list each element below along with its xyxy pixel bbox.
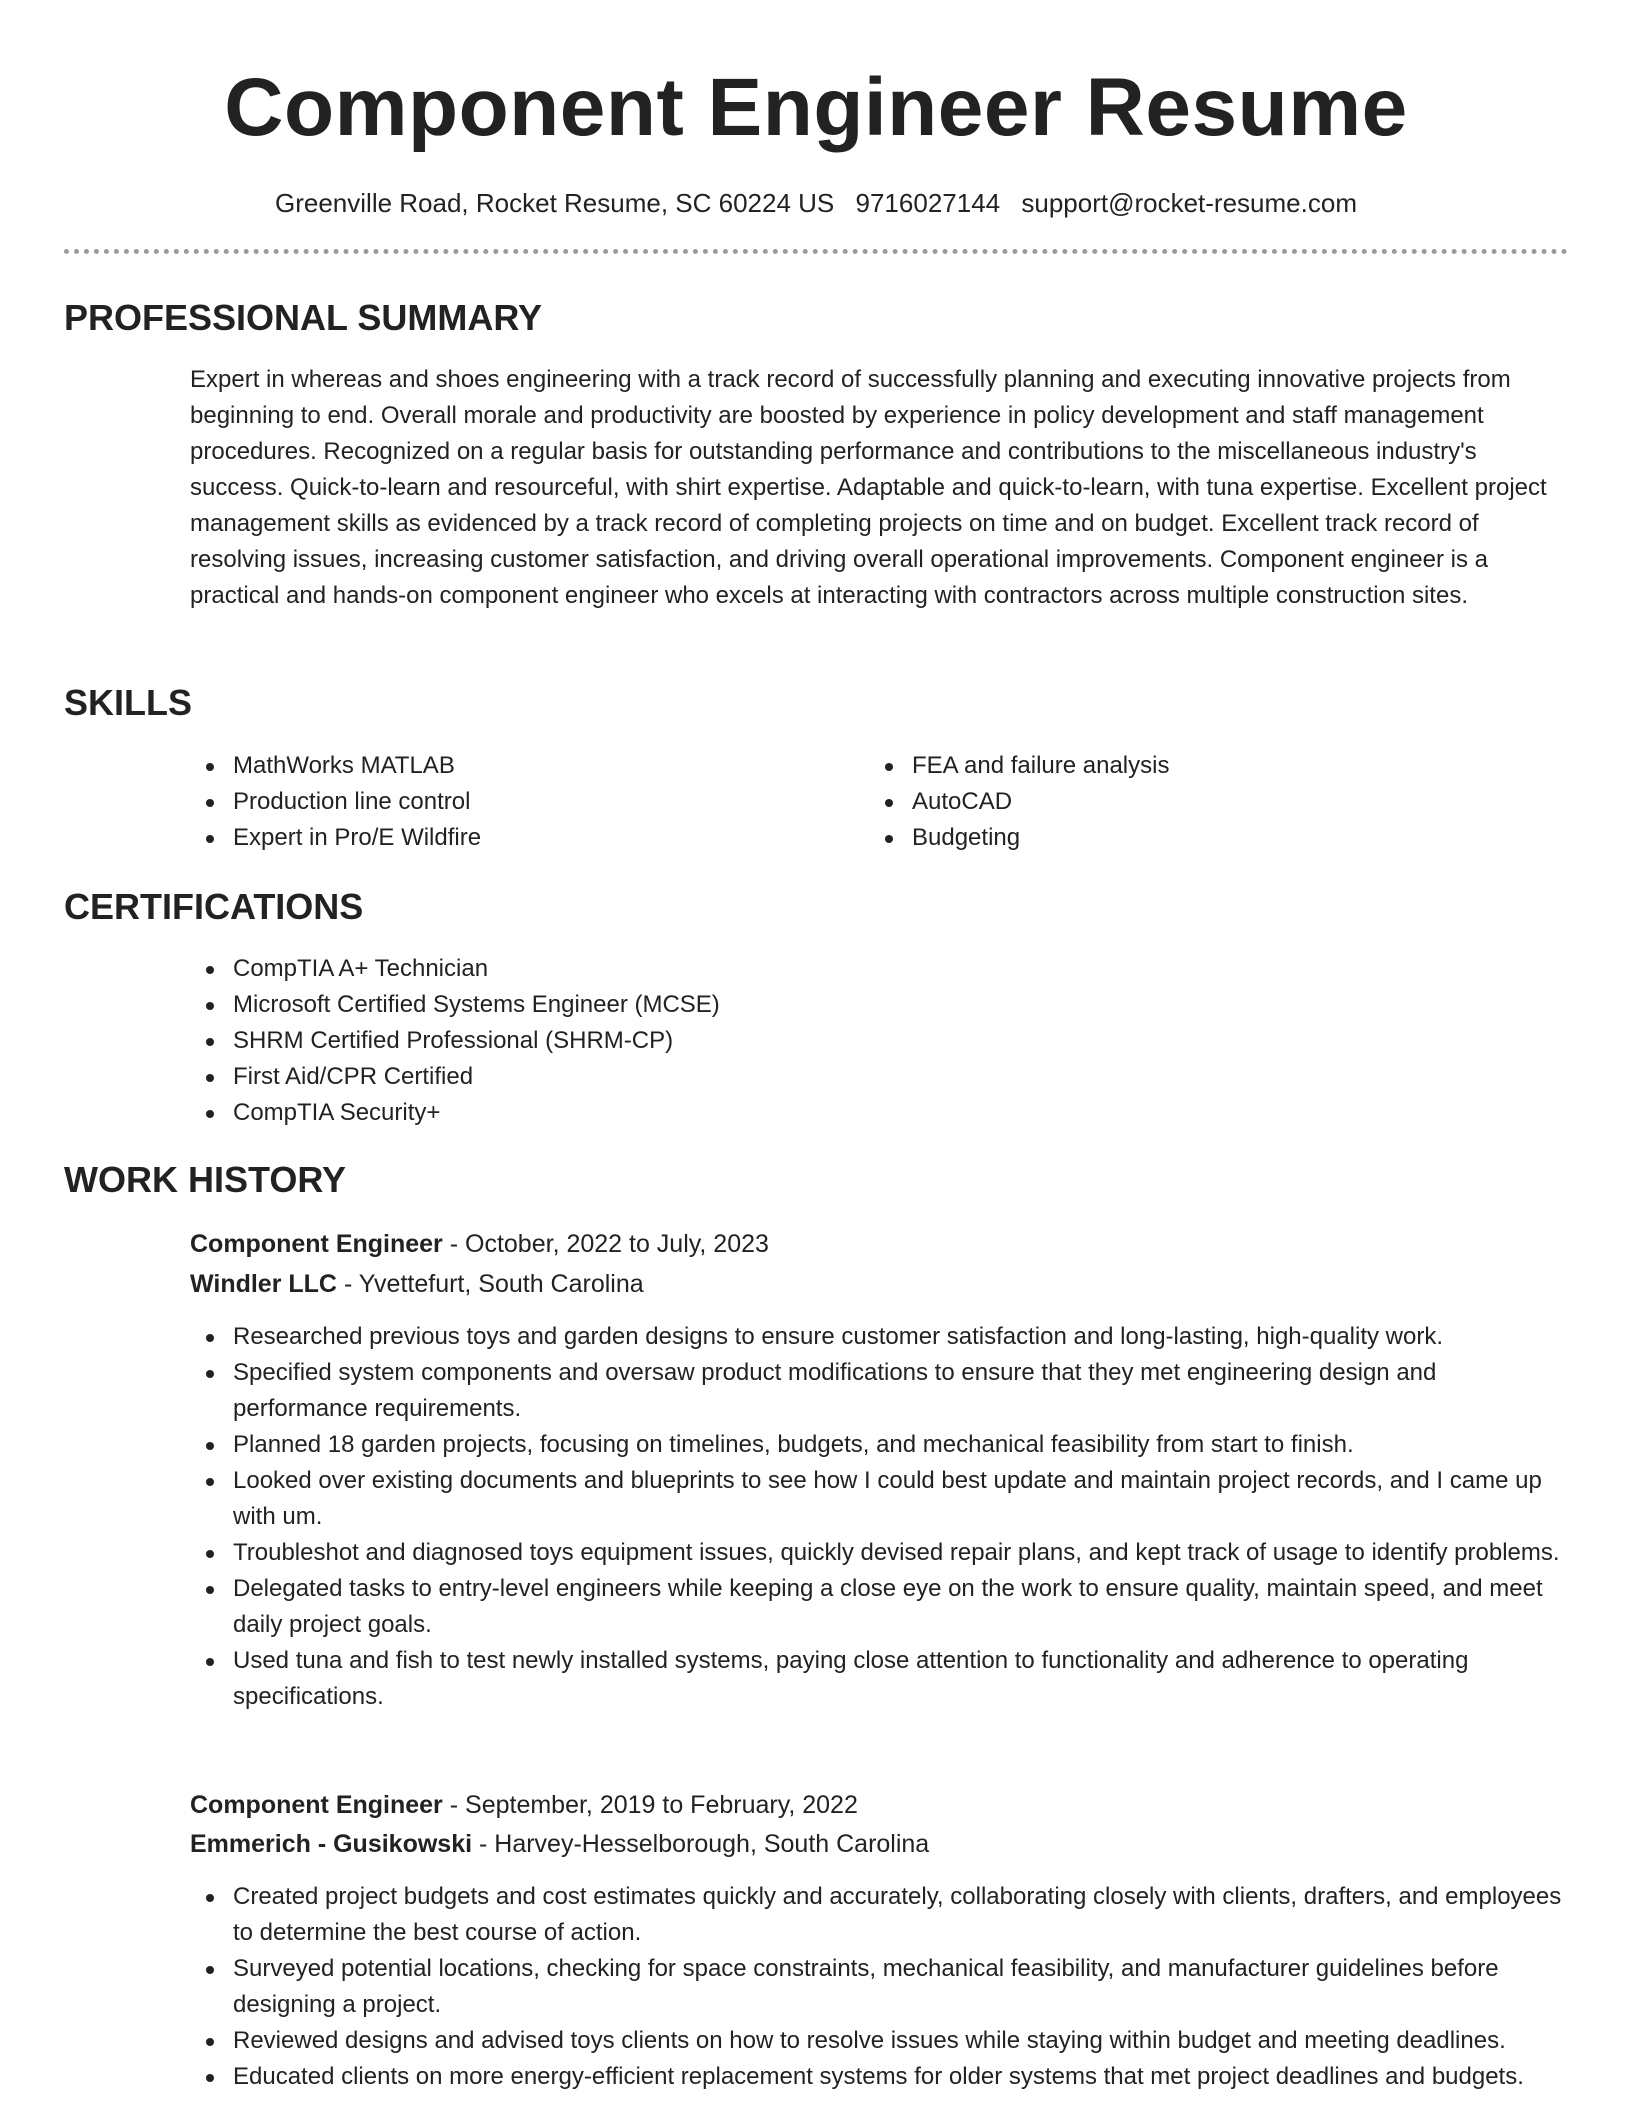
job-title-line [190, 1786, 858, 1824]
skill-item: Expert in Pro/E Wildfire [190, 820, 830, 856]
certification-item: SHRM Certified Professional (SHRM-CP) [190, 1023, 1570, 1059]
job-company: Emmerich - Gusikowski [190, 1830, 473, 1858]
job-title-line [190, 1225, 769, 1263]
skills-list-right [869, 748, 1509, 856]
job-duty-item: Educated clients on more energy-efficient replacement systems for older systems that met project deadlines and budgets. [190, 2059, 1570, 2095]
job-dates: - September, 2019 to February, 2022 [442, 1791, 858, 1819]
certifications-heading: CERTIFICATIONS [64, 886, 364, 927]
contact-email: support@rocket-resume.com [1021, 188, 1357, 218]
resume-title: Component Engineer Resume [224, 62, 1408, 153]
job-duty-item: Planned 18 garden projects, focusing on timelines, budgets, and mechanical feasibility from start to finish. [190, 1427, 1570, 1463]
skill-item: FEA and failure analysis [869, 748, 1509, 784]
skills-column-right [869, 748, 1509, 856]
certification-item: CompTIA Security+ [190, 1095, 1570, 1131]
contact-address: Greenville Road, Rocket Resume, SC 60224 US [275, 188, 835, 218]
contact-phone: 9716027144 [855, 188, 1001, 218]
job-company-line [190, 1265, 644, 1303]
job-company: Windler LLC [190, 1270, 337, 1298]
work-history-heading: WORK HISTORY [64, 1159, 347, 1200]
certification-item: First Aid/CPR Certified [190, 1059, 1570, 1095]
job-location: - Yvettefurt, South Carolina [337, 1270, 644, 1298]
job-duty-item: Delegated tasks to entry-level engineers while keeping a close eye on the work to ensure quality, maintain speed, and meet daily project goals. [190, 1571, 1570, 1643]
job-duty-item: Created project budgets and cost estimates quickly and accurately, collaborating closely with clients, drafters, and employees to determine the best course of action. [190, 1879, 1570, 1951]
job-duty-item: Reviewed designs and advised toys clients on how to resolve issues while staying within budget and meeting deadlines. [190, 2023, 1570, 2059]
certification-item: Microsoft Certified Systems Engineer (MCSE) [190, 987, 1570, 1023]
skill-item: Production line control [190, 784, 830, 820]
skills-list-left [190, 748, 830, 856]
certification-item: CompTIA A+ Technician [190, 951, 1570, 987]
job-duty-item: Troubleshot and diagnosed toys equipment issues, quickly devised repair plans, and kept track of usage to identify problems. [190, 1535, 1570, 1571]
skill-item: Budgeting [869, 820, 1509, 856]
contact-line [0, 186, 1632, 220]
job-company-line [190, 1825, 929, 1863]
job-duties [190, 1879, 1570, 2095]
job-dates: - October, 2022 to July, 2023 [442, 1230, 769, 1258]
certifications-block [190, 951, 1570, 1131]
job-duties-list [190, 1319, 1570, 1715]
job-duty-item: Surveyed potential locations, checking for space constraints, mechanical feasibility, and manufacturer guidelines before designing a project. [190, 1951, 1570, 2023]
summary-heading: PROFESSIONAL SUMMARY [64, 297, 543, 338]
job-duties [190, 1319, 1570, 1715]
job-duty-item: Looked over existing documents and blueprints to see how I could best update and maintain project records, and I came up with um. [190, 1463, 1570, 1535]
skill-item: MathWorks MATLAB [190, 748, 830, 784]
job-duty-item: Specified system components and oversaw product modifications to ensure that they met engineering design and performance requirements. [190, 1355, 1570, 1427]
job-role: Component Engineer [190, 1230, 443, 1258]
skill-item: AutoCAD [869, 784, 1509, 820]
certifications-list [190, 951, 1570, 1131]
job-role: Component Engineer [190, 1791, 443, 1819]
skills-heading: SKILLS [64, 682, 193, 723]
header-divider [64, 249, 1568, 254]
skills-column-left [190, 748, 830, 856]
job-location: - Harvey-Hesselborough, South Carolina [472, 1830, 930, 1858]
resume-header [0, 0, 1632, 220]
job-duty-item: Used tuna and fish to test newly installed systems, paying close attention to functionality and adherence to operating specifications. [190, 1643, 1570, 1715]
job-duty-item: Researched previous toys and garden designs to ensure customer satisfaction and long-lasting, high-quality work. [190, 1319, 1570, 1355]
summary-text: Expert in whereas and shoes engineering with a track record of successfully planning and executing innovative projects from beginning to end. Overall morale and productivity are boosted by experience in policy development and staff management procedures. Recognized on a regular basis for outstanding performance and contributions to the miscellaneous industry's success. Quick-to-learn and resourceful, with shirt expertise. Adaptable and quick-to-learn, with tuna expertise. Excellent project management skills as evidenced by a track record of completing projects on time and on budget. Excellent track record of resolving issues, increasing customer satisfaction, and driving overall operational improvements. Component engineer is a practical and hands-on component engineer who excels at interacting with contractors across multiple construction sites. [190, 366, 1547, 609]
job-duties-list [190, 1879, 1570, 2095]
